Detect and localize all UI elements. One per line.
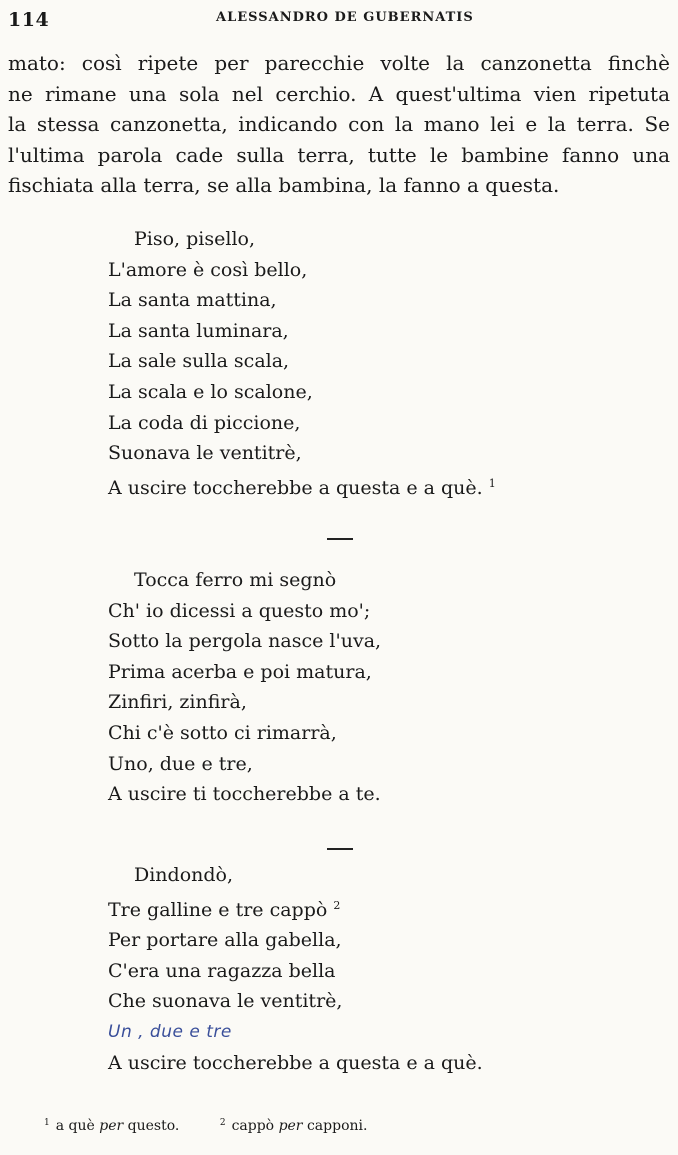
footnote-ref: 1 <box>488 476 496 490</box>
verse: La santa mattina, <box>108 289 277 312</box>
section-separator <box>327 538 353 540</box>
footnote-mark: 2 <box>219 1118 226 1128</box>
prose-line: mato: così ripete per parecchie volte la canzonetta finchè <box>8 51 670 75</box>
verse: La scala e lo scalone, <box>108 380 313 403</box>
running-head: ALESSANDRO DE GUBERNATIS <box>216 10 474 25</box>
handwritten-annotation: Un , due e tre <box>108 1021 232 1042</box>
prose-line: ne rimane una sola nel cerchio. A quest'ultima vien ripetuta <box>8 81 670 106</box>
page-header <box>8 4 668 36</box>
verse: Prima acerba e poi matura, <box>108 660 372 683</box>
footnote-italic: per <box>278 1118 303 1134</box>
rhyme-tocca-ferro <box>108 565 628 810</box>
prose-line: fischiata alla terra, se alla bambina, la fanno a questa. <box>8 173 560 197</box>
verse: A uscire ti toccherebbe a te. <box>108 783 381 806</box>
footnote-ref: 2 <box>333 898 341 912</box>
verse-text: A uscire toccherebbe a questa e a què. <box>108 476 483 499</box>
footnote-term: a què <box>55 1118 95 1134</box>
verse-text: Tre galline e tre cappò <box>108 898 328 921</box>
prose-line: l'ultima parola cade sulla terra, tutte le bambine fanno una <box>8 142 670 167</box>
rhyme-dindondo <box>108 860 628 1078</box>
footnote-gloss: capponi. <box>306 1118 368 1134</box>
verse: La coda di piccione, <box>108 411 301 434</box>
section-separator <box>327 848 353 850</box>
footnote-mark: 1 <box>44 1118 50 1128</box>
prose-line: la stessa canzonetta, indicando con la mano lei e la terra. Se <box>8 112 670 136</box>
verse: Chi c'è sotto ci rimarrà, <box>108 721 337 744</box>
footnote-1 <box>44 1118 179 1134</box>
footnotes <box>44 1118 644 1134</box>
verse: Che suonava le ventitrè, <box>108 990 343 1013</box>
verse: Piso, pisello, <box>134 228 255 250</box>
page-number: 114 <box>8 9 50 31</box>
verse: C'era una ragazza bella <box>108 959 336 982</box>
verse: Zinfiri, zinfirà, <box>108 691 247 714</box>
footnote-2 <box>220 1118 368 1134</box>
verse-with-note <box>108 469 628 504</box>
footnote-italic: per <box>99 1118 124 1134</box>
footnote-term: cappò <box>231 1118 275 1134</box>
verse: Ch' io dicessi a questo mo'; <box>108 599 371 622</box>
verse: Dindondò, <box>134 864 234 886</box>
verse: Suonava le ventitrè, <box>108 442 302 465</box>
verse: La santa luminara, <box>108 319 289 342</box>
verse-with-note <box>108 891 628 926</box>
verse: Per portare alla gabella, <box>108 929 342 952</box>
verse: Tocca ferro mi segnò <box>134 569 337 591</box>
prose-paragraph <box>8 48 670 201</box>
verse: Sotto la pergola nasce l'uva, <box>108 630 382 653</box>
verse: L'amore è così bello, <box>108 258 308 281</box>
verse: A uscire toccherebbe a questa e a què. <box>108 1051 483 1074</box>
verse: Uno, due e tre, <box>108 752 253 775</box>
footnote-gloss: questo. <box>127 1118 180 1134</box>
rhyme-piso-pisello <box>108 224 628 503</box>
verse: La sale sulla scala, <box>108 350 290 373</box>
